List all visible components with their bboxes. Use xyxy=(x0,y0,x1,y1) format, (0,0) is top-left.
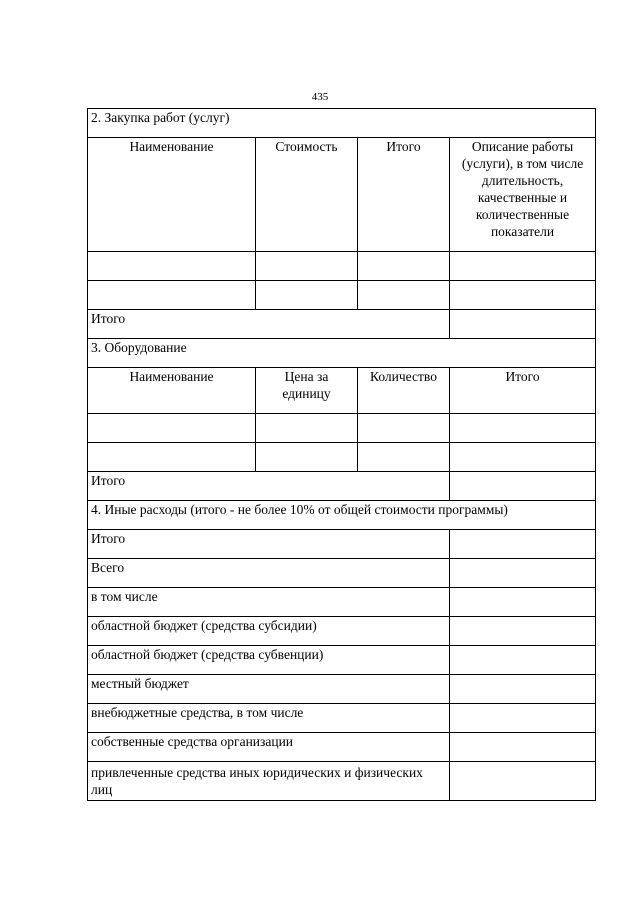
other-row-label: привлеченные средства иных юридических и физических лиц xyxy=(88,762,450,801)
works-cell-cost[interactable] xyxy=(256,252,358,281)
other-row xyxy=(88,530,596,559)
section-equipment-title: 3. Оборудование xyxy=(88,339,596,368)
works-header-row xyxy=(88,138,596,252)
works-cell-description[interactable] xyxy=(450,281,596,310)
equipment-cell-total[interactable] xyxy=(450,414,596,443)
works-cell-total[interactable] xyxy=(358,281,450,310)
other-row-value[interactable] xyxy=(450,762,596,801)
equipment-total-row xyxy=(88,472,596,501)
other-row-value[interactable] xyxy=(450,704,596,733)
works-cell-name[interactable] xyxy=(88,252,256,281)
equipment-cell-total[interactable] xyxy=(450,443,596,472)
other-row-value[interactable] xyxy=(450,559,596,588)
other-row-label: Всего xyxy=(88,559,450,588)
section-title-row xyxy=(88,339,596,368)
works-blank-row xyxy=(88,281,596,310)
other-row-label: собственные средства организации xyxy=(88,733,450,762)
other-row-value[interactable] xyxy=(450,617,596,646)
other-row xyxy=(88,675,596,704)
works-total-value[interactable] xyxy=(450,310,596,339)
section-title-row xyxy=(88,109,596,138)
other-row-label: областной бюджет (средства субвенции) xyxy=(88,646,450,675)
equipment-total-value[interactable] xyxy=(450,472,596,501)
section-title-row xyxy=(88,501,596,530)
works-col-cost: Стоимость xyxy=(256,138,358,252)
equipment-cell-unit-price[interactable] xyxy=(256,443,358,472)
other-row xyxy=(88,559,596,588)
works-col-total: Итого xyxy=(358,138,450,252)
works-cell-total[interactable] xyxy=(358,252,450,281)
other-row xyxy=(88,704,596,733)
other-row-label: областной бюджет (средства субсидии) xyxy=(88,617,450,646)
works-col-description: Описание работы (услуги), в том числе длительность, качественные и количественные показатели xyxy=(450,138,596,252)
equipment-blank-row xyxy=(88,414,596,443)
other-row xyxy=(88,617,596,646)
works-blank-row xyxy=(88,252,596,281)
budget-form-table xyxy=(87,108,596,801)
other-row-value[interactable] xyxy=(450,733,596,762)
equipment-total-label: Итого xyxy=(88,472,450,501)
section-works-title: 2. Закупка работ (услуг) xyxy=(88,109,596,138)
works-total-label: Итого xyxy=(88,310,450,339)
equipment-cell-name[interactable] xyxy=(88,414,256,443)
equipment-cell-quantity[interactable] xyxy=(358,414,450,443)
other-row xyxy=(88,588,596,617)
other-row-label: в том числе xyxy=(88,588,450,617)
other-row xyxy=(88,646,596,675)
other-row-value[interactable] xyxy=(450,646,596,675)
other-row-label: местный бюджет xyxy=(88,675,450,704)
equipment-col-unit-price: Цена за единицу xyxy=(256,368,358,414)
other-row-value[interactable] xyxy=(450,530,596,559)
equipment-header-row xyxy=(88,368,596,414)
equipment-cell-unit-price[interactable] xyxy=(256,414,358,443)
equipment-col-quantity: Количество xyxy=(358,368,450,414)
equipment-col-name: Наименование xyxy=(88,368,256,414)
other-row-label: внебюджетные средства, в том числе xyxy=(88,704,450,733)
equipment-cell-name[interactable] xyxy=(88,443,256,472)
page-number: 435 xyxy=(311,91,329,103)
works-cell-name[interactable] xyxy=(88,281,256,310)
equipment-cell-quantity[interactable] xyxy=(358,443,450,472)
other-row-label: Итого xyxy=(88,530,450,559)
equipment-blank-row xyxy=(88,443,596,472)
other-row xyxy=(88,733,596,762)
works-cell-description[interactable] xyxy=(450,252,596,281)
other-row-value[interactable] xyxy=(450,588,596,617)
works-cell-cost[interactable] xyxy=(256,281,358,310)
works-total-row xyxy=(88,310,596,339)
equipment-col-total: Итого xyxy=(450,368,596,414)
other-row xyxy=(88,762,596,801)
section-other-title: 4. Иные расходы (итого - не более 10% от общей стоимости программы) xyxy=(88,501,596,530)
other-row-value[interactable] xyxy=(450,675,596,704)
works-col-name: Наименование xyxy=(88,138,256,252)
